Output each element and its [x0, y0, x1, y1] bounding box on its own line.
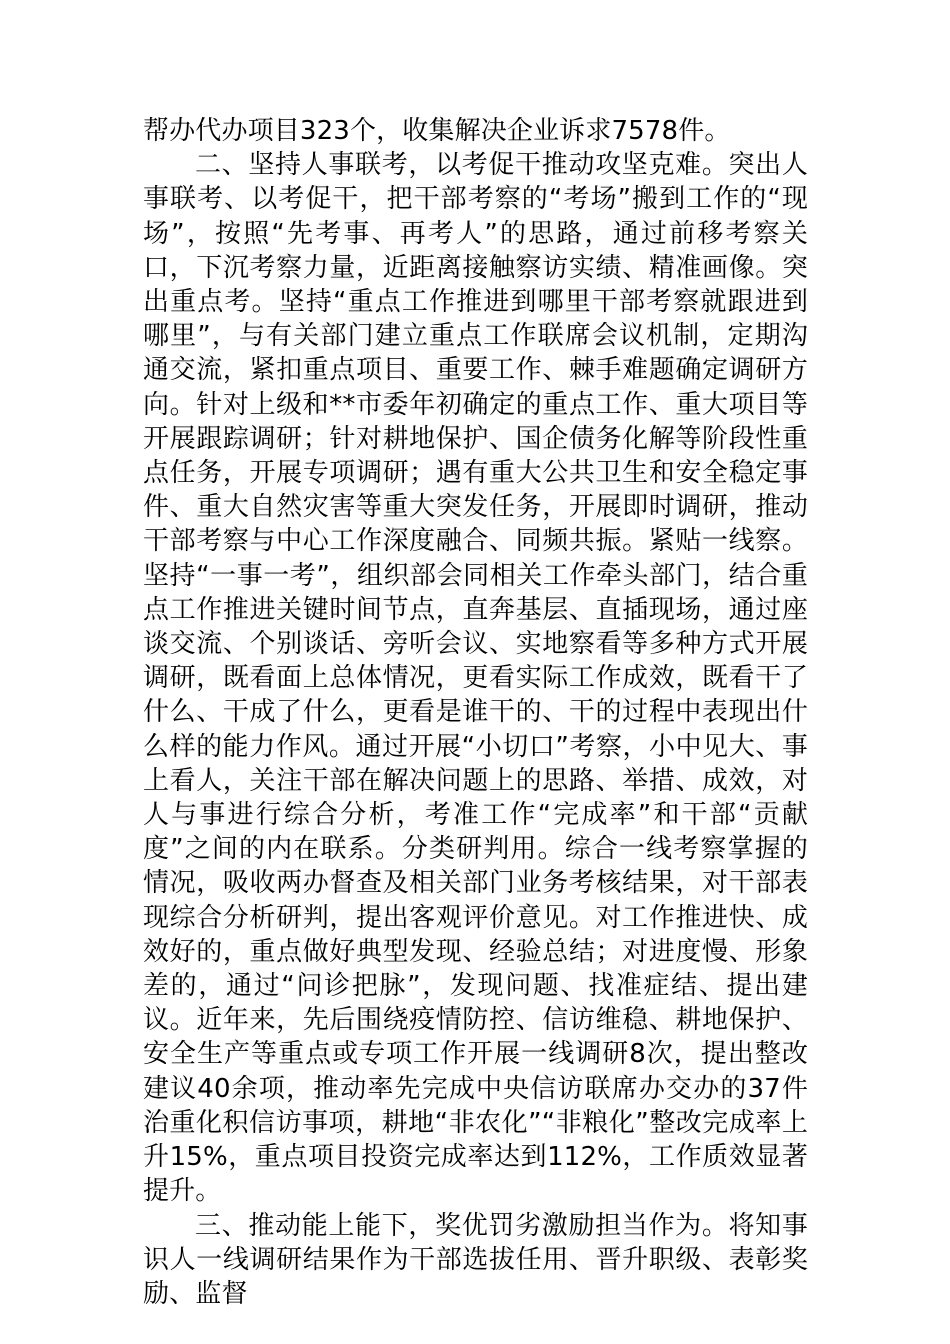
paragraph-3: 三、推动能上能下，奖优罚劣激励担当作为。将知事识人一线调研结果作为干部选拔任用、晋升职级、表彰奖励、监督	[143, 1210, 808, 1309]
paragraph-2: 二、坚持人事联考，以考促干推动攻坚克难。突出人事联考、以考促干，把干部考察的“考场”搬到工作的“现场”，按照“先考事、再考人”的思路，通过前移考察关口，下沉考察力量，近距离接触察访实绩、精准画像。突出重点考。坚持“重点工作推进到哪里干部考察就跟进到哪里”，与有关部门建立重点工作联席会议机制，定期沟通交流，紧扣重点项目、重要工作、棘手难题确定调研方向。针对上级和**市委年初确定的重点工作、重大项目等开展跟踪调研；针对耕地保护、国企债务化解等阶段性重点任务，开展专项调研；遇有重大公共卫生和安全稳定事件、重大自然灾害等重大突发任务，开展即时调研，推动干部考察与中心工作深度融合、同频共振。紧贴一线察。坚持“一事一考”，组织部会同相关工作牵头部门，结合重点工作推进关键时间节点，直奔基层、直插现场，通过座谈交流、个别谈话、旁听会议、实地察看等多种方式开展调研，既看面上总体情况，更看实际工作成效，既看干了什么、干成了什么，更看是谁干的、干的过程中表现出什么样的能力作风。通过开展“小切口”考察，小中见大、事上看人，关注干部在解决问题上的思路、举措、成效，对人与事进行综合分析，考准工作“完成率”和干部“贡献度”之间的内在联系。分类研判用。综合一线考察掌握的情况，吸收两办督查及相关部门业务考核结果，对干部表现综合分析研判，提出客观评价意见。对工作推进快、成效好的，重点做好典型发现、经验总结；对进度慢、形象差的，通过“问诊把脉”，发现问题、找准症结、提出建议。近年来，先后围绕疫情防控、信访维稳、耕地保护、安全生产等重点或专项工作开展一线调研8次，提出整改建议40余项，推动率先完成中央信访联席办交办的37件治重化积信访事项，耕地“非农化”“非粮化”整改完成率上升15%，重点项目投资完成率达到112%，工作质效显著提升。	[143, 150, 808, 1207]
document-page	[143, 114, 808, 1311]
paragraph-1: 帮办代办项目323个，收集解决企业诉求7578件。	[143, 116, 731, 146]
